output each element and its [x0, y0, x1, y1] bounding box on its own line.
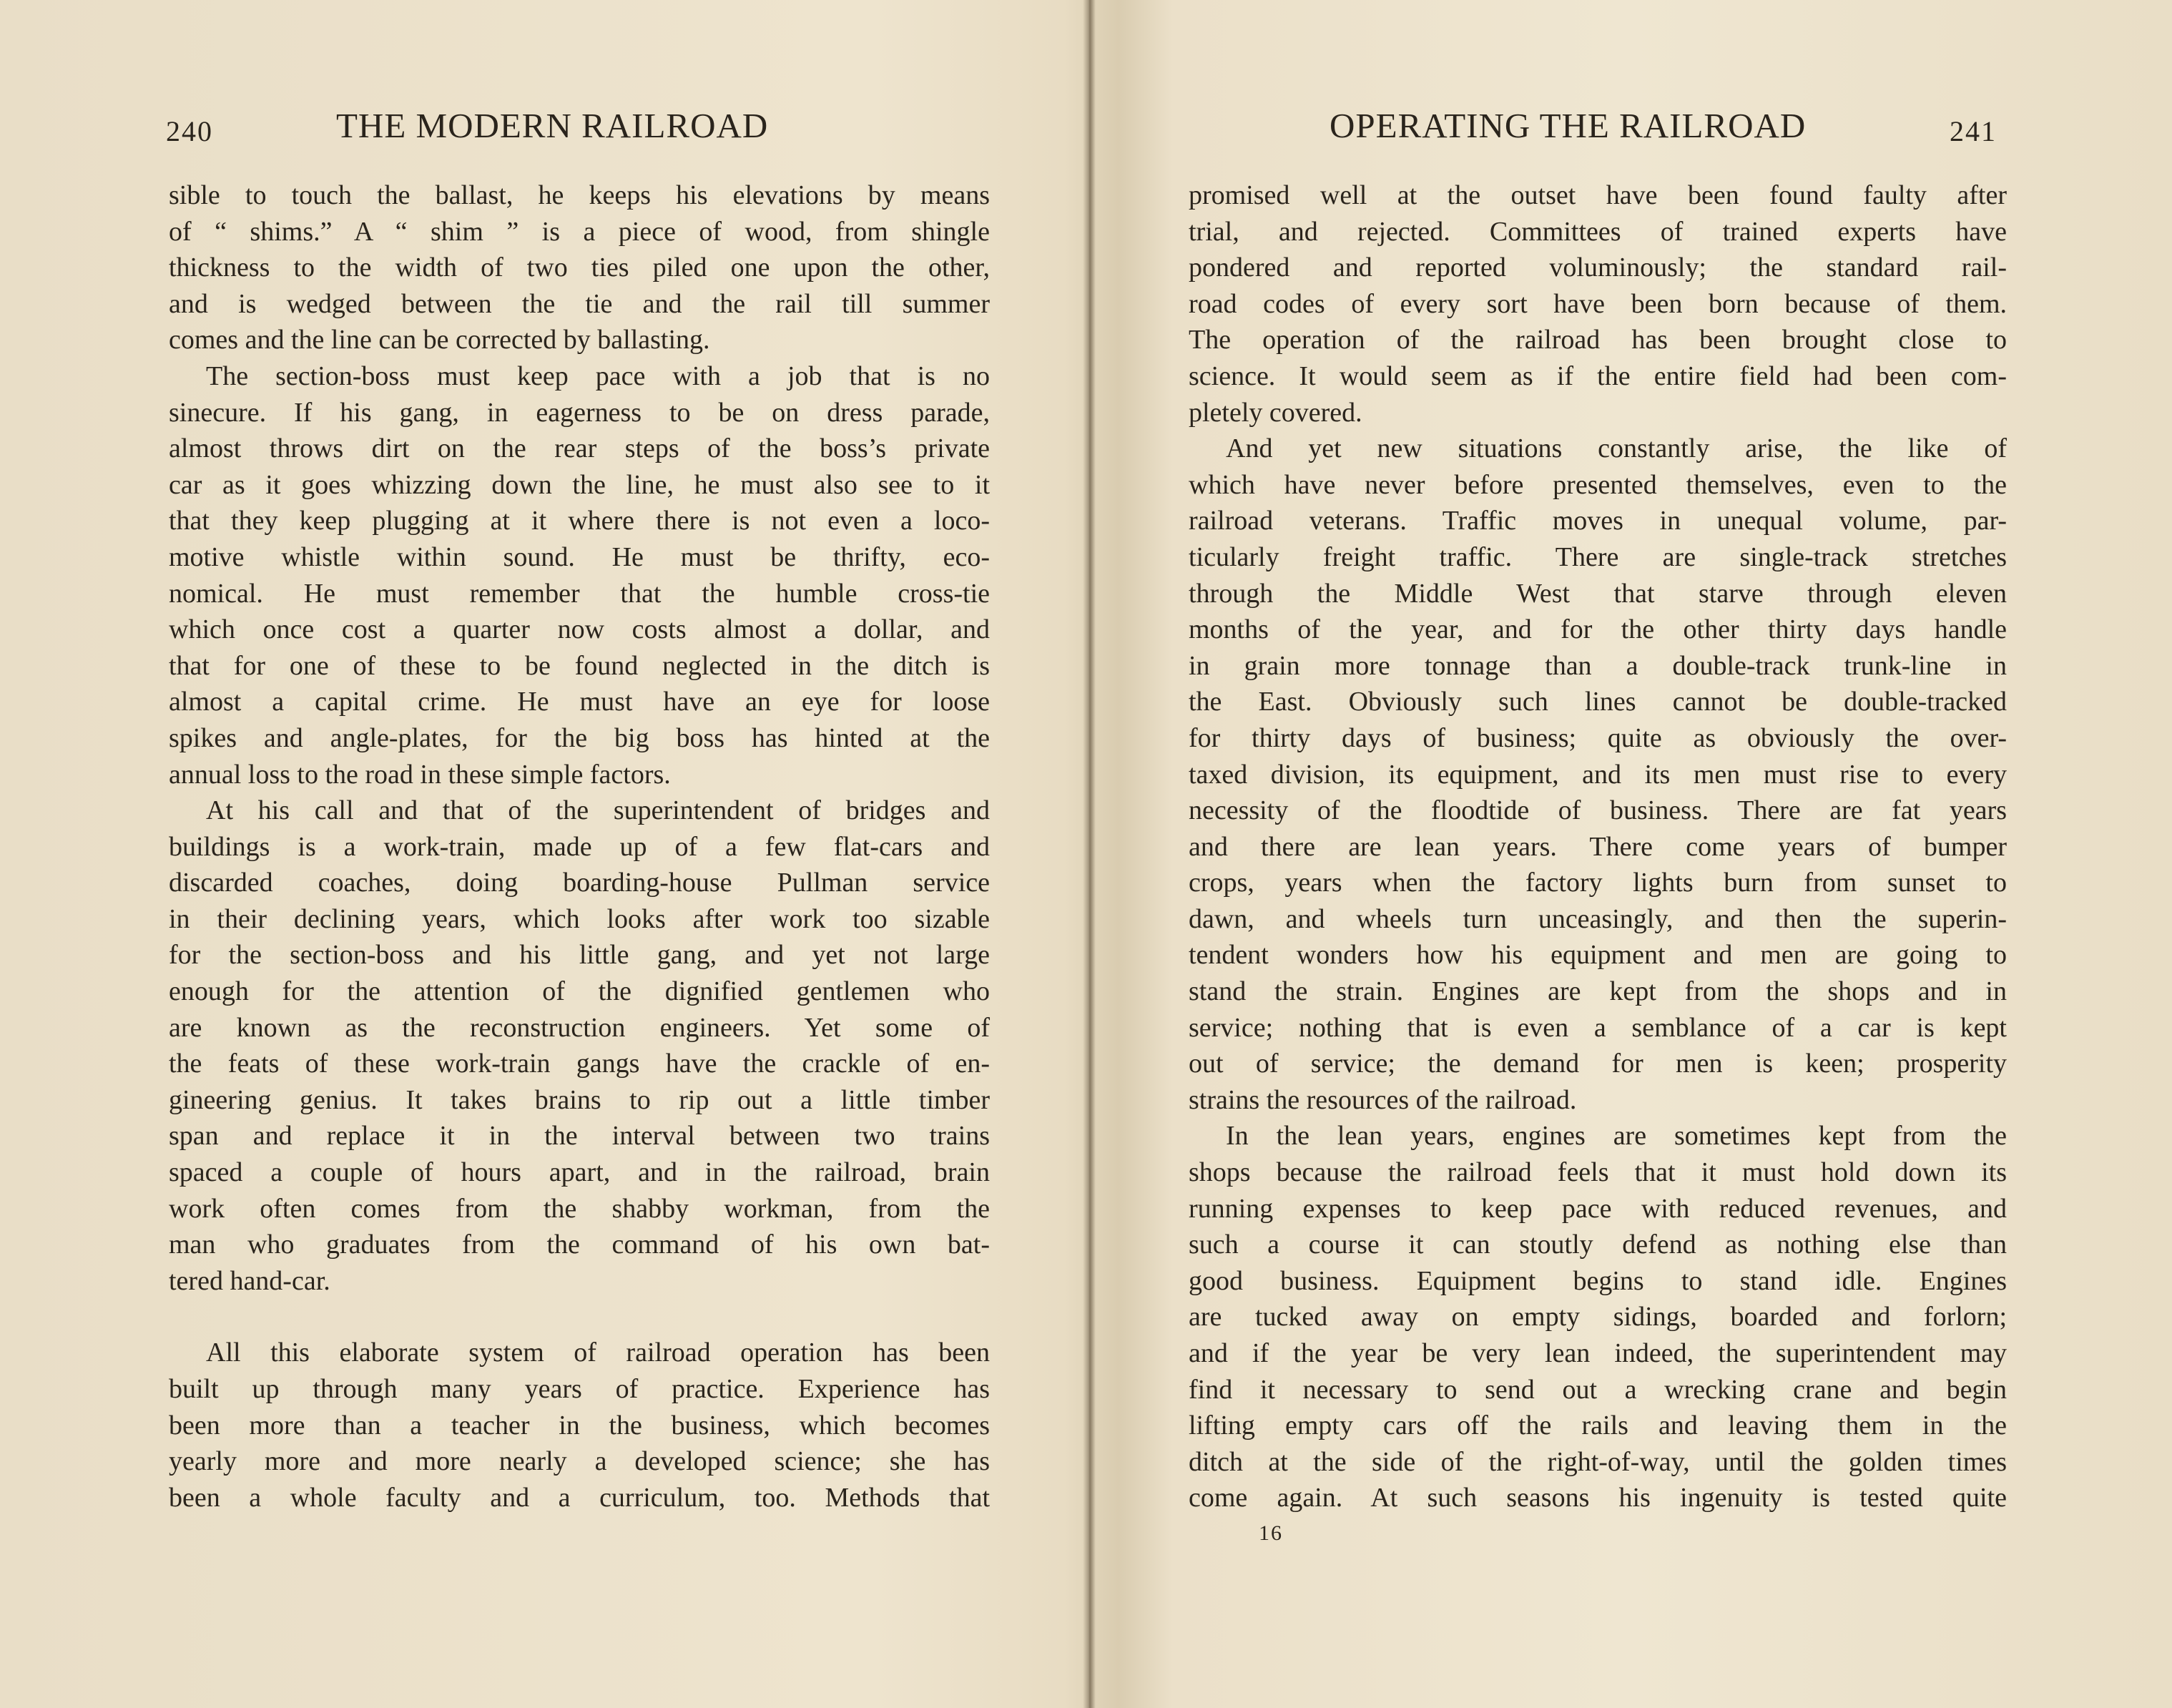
- text-line: pletely covered.: [1189, 397, 1362, 428]
- text-line: almost throws dirt on the rear steps of the boss’s private: [169, 433, 990, 464]
- left-page-number: 240: [166, 115, 213, 147]
- text-line: spaced a couple of hours apart, and in the railroad, brain: [169, 1157, 990, 1188]
- text-line: out of service; the demand for men is keen; prosperity: [1189, 1049, 2007, 1079]
- text-line: which once cost a quarter now costs almost a dollar, and: [169, 614, 990, 645]
- text-line: taxed division, its equipment, and its men must rise to every: [1189, 759, 2007, 790]
- text-line: been a whole faculty and a curriculum, too. Methods that: [169, 1482, 990, 1513]
- text-line: The operation of the railroad has been brought close to: [1189, 325, 2007, 355]
- text-line: comes and the line can be corrected by ballasting.: [169, 325, 710, 355]
- text-line: work often comes from the shabby workman, from the: [169, 1193, 990, 1224]
- text-line: which have never before presented themselves, even to the: [1189, 469, 2007, 500]
- text-line: lifting empty cars off the rails and leaving them in the: [1189, 1410, 2007, 1441]
- text-line: pondered and reported voluminously; the standard rail-: [1189, 252, 2007, 283]
- paragraph: [169, 177, 990, 358]
- text-line: that for one of these to be found neglected in the ditch is: [169, 650, 990, 681]
- text-line: science. It would seem as if the entire field had been com-: [1189, 360, 2007, 391]
- paragraph: [1189, 177, 2007, 431]
- paragraph: [169, 792, 990, 1299]
- text-line: the feats of these work-train gangs have the crackle of en-: [169, 1049, 990, 1079]
- text-line: tendent wonders how his equipment and men are going to: [1189, 940, 2007, 971]
- text-line: All this elaborate system of railroad operation has been: [206, 1338, 990, 1368]
- text-line: service; nothing that is even a semblance of a car is kept: [1189, 1012, 2007, 1043]
- text-line: yearly more and more nearly a developed science; she has: [169, 1446, 990, 1477]
- text-line: built up through many years of practice. Experience has: [169, 1374, 990, 1404]
- text-line: enough for the attention of the dignified gentlemen who: [169, 976, 990, 1007]
- text-line: buildings is a work-train, made up of a few flat-cars and: [169, 831, 990, 862]
- right-page-number: 241: [1950, 115, 1997, 147]
- text-line: for the section-boss and his little gang, and yet not large: [169, 940, 990, 971]
- text-line: discarded coaches, doing boarding-house Pullman service: [169, 868, 990, 898]
- text-line: And yet new situations constantly arise, the like of: [1226, 433, 2007, 464]
- text-line: through the Middle West that starve through eleven: [1189, 578, 2007, 609]
- right-body-text: [1189, 177, 2007, 1516]
- text-line: ditch at the side of the right-of-way, until the golden times: [1189, 1446, 2007, 1477]
- text-line: and there are lean years. There come years of bumper: [1189, 831, 2007, 862]
- left-running-head: THE MODERN RAILROAD: [336, 106, 769, 145]
- text-line: are tucked away on empty sidings, boarded and forlorn;: [1189, 1302, 2007, 1332]
- text-line: and is wedged between the tie and the rail till summer: [169, 288, 990, 319]
- left-page: [0, 0, 1083, 1708]
- text-line: railroad veterans. Traffic moves in unequal volume, par-: [1189, 506, 2007, 536]
- text-line: been more than a teacher in the business, which becomes: [169, 1410, 990, 1440]
- text-line: and if the year be very lean indeed, the superintendent may: [1189, 1338, 2007, 1368]
- text-line: sinecure. If his gang, in eagerness to be on dress parade,: [169, 397, 990, 428]
- text-line: road codes of every sort have been born because of them.: [1189, 288, 2007, 319]
- text-line: nomical. He must remember that the humble cross-tie: [169, 578, 990, 609]
- book-gutter: [1083, 0, 1096, 1708]
- text-line: dawn, and wheels turn unceasingly, and then the superin-: [1189, 903, 2007, 934]
- text-line: come again. At such seasons his ingenuity is tested quite: [1189, 1483, 2007, 1513]
- text-line: gineering genius. It takes brains to rip out a little timber: [169, 1084, 990, 1115]
- text-line: are known as the reconstruction engineers. Yet some of: [169, 1012, 990, 1043]
- text-line: motive whistle within sound. He must be thrifty, eco-: [169, 541, 990, 572]
- text-line: strains the resources of the railroad.: [1189, 1084, 1577, 1115]
- text-line: car as it goes whizzing down the line, he must also see to it: [169, 469, 990, 500]
- text-line: annual loss to the road in these simple factors.: [169, 759, 671, 790]
- paragraph: [1189, 1118, 2007, 1516]
- text-line: crops, years when the factory lights burn from sunset to: [1189, 868, 2007, 898]
- left-body-text: [169, 177, 990, 1516]
- text-line: find it necessary to send out a wrecking crane and begin: [1189, 1374, 2007, 1405]
- section-break: [169, 1299, 990, 1335]
- text-line: in their declining years, which looks after work too sizable: [169, 903, 990, 934]
- text-line: tered hand-car.: [169, 1265, 330, 1296]
- text-line: for thirty days of business; quite as obviously the over-: [1189, 722, 2007, 753]
- right-running-head: OPERATING THE RAILROAD: [1330, 106, 1807, 145]
- text-line: sible to touch the ballast, he keeps his elevations by means: [169, 180, 990, 210]
- text-line: almost a capital crime. He must have an eye for loose: [169, 687, 990, 717]
- text-line: At his call and that of the superintendent of bridges and: [206, 795, 990, 826]
- text-line: promised well at the outset have been found faulty after: [1189, 180, 2007, 210]
- text-line: thickness to the width of two ties piled one upon the other,: [169, 252, 990, 283]
- text-line: ticularly freight traffic. There are single-track stretches: [1189, 541, 2007, 572]
- text-line: such a course it can stoutly defend as nothing else than: [1189, 1230, 2007, 1260]
- paragraph: [1189, 431, 2007, 1118]
- text-line: running expenses to keep pace with reduced revenues, and: [1189, 1193, 2007, 1224]
- text-line: necessity of the floodtide of business. There are fat years: [1189, 795, 2007, 826]
- text-line: in grain more tonnage than a double-track trunk-line in: [1189, 650, 2007, 681]
- text-line: shops because the railroad feels that it must hold down its: [1189, 1157, 2007, 1188]
- text-line: months of the year, and for the other thirty days handle: [1189, 614, 2007, 645]
- text-line: trial, and rejected. Committees of trained experts have: [1189, 216, 2007, 247]
- text-line: of “ shims.” A “ shim ” is a piece of wood, from shingle: [169, 216, 990, 247]
- signature-mark: 16: [1259, 1521, 1283, 1545]
- paragraph: [169, 358, 990, 792]
- text-line: The section-boss must keep pace with a job that is no: [206, 360, 990, 391]
- paragraph: [169, 1335, 990, 1516]
- text-line: the East. Obviously such lines cannot be double-tracked: [1189, 687, 2007, 717]
- text-line: man who graduates from the command of his own bat-: [169, 1230, 990, 1260]
- text-line: good business. Equipment begins to stand idle. Engines: [1189, 1265, 2007, 1296]
- text-line: that they keep plugging at it where there is not even a loco-: [169, 506, 990, 536]
- text-line: stand the strain. Engines are kept from the shops and in: [1189, 976, 2007, 1007]
- text-line: In the lean years, engines are sometimes kept from the: [1226, 1121, 2007, 1152]
- text-line: span and replace it in the interval between two trains: [169, 1121, 990, 1152]
- right-page: [1096, 0, 2172, 1708]
- text-line: spikes and angle-plates, for the big boss has hinted at the: [169, 722, 990, 753]
